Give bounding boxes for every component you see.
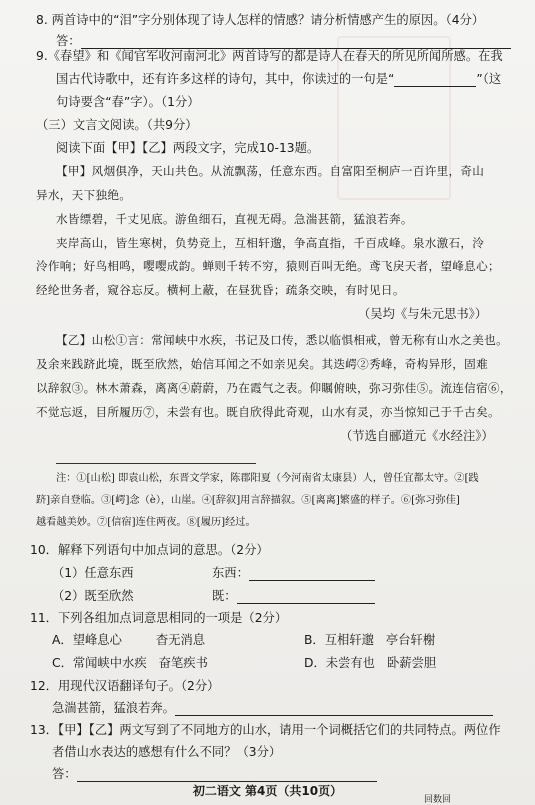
q10-item2-blank[interactable] [237,591,375,604]
q11-option-c[interactable] [52,655,208,671]
note-line: 越看越美妙。⑦[信宿]连住两夜。⑧[履历]经过。 [36,517,256,528]
q13-answer-line [52,766,377,782]
q11-option-a[interactable] [52,632,205,648]
passage-jia-line: 【甲】风烟俱净，天山共色。从流飘荡，任意东西。自富阳至桐庐一百许里，奇山 [56,164,485,178]
q10-item1-answer [212,565,375,581]
question-9-line1: 9.《春望》和《闻官军收河南河北》两首诗写的都是诗人在春天的所见所闻所感。在我 [36,49,503,63]
passage-jia-source: （吴均《与朱元思书》） [358,307,488,321]
passage-jia-line: 异水，天下独绝。 [36,188,132,202]
q11-option-pair: 奋笔疾书 [158,656,208,670]
notes-divider [56,463,256,464]
q11-option-label: B．互相轩邈 [304,633,374,647]
q11-option-pair: 卧薪尝胆 [386,656,437,670]
question-9-line2 [56,71,501,87]
passage-yi-line: 及余来践跻此境，既至欣然，始信耳闻之不如亲见矣。其迭崿②秀峰，奇构异形，固难 [36,357,488,371]
passage-jia-line: 泠作响；好鸟相鸣，嘤嘤成韵。蝉则千转不穷，猿则百叫无绝。鸢飞戾天者，望峰息心； [36,259,500,273]
q10-item1-word: 东西： [212,566,249,580]
question-13-line2: 者借山水表达的感想有什么不同？（3分） [52,745,282,759]
q10-item1-blank[interactable] [249,568,375,581]
q9-line2-text: 国古代诗歌中，还有许多这样的诗句，其中，你读过的一句是“ [56,72,395,86]
q10-item2: （2）既至欣然 [52,589,134,603]
note-line: 注：①[山松] 即袁山松，东晋文学家，陈郡阳夏（今河南省太康县）人，曾任宜都太守。②[践 [56,473,479,484]
q10-item2-word: 既： [212,589,237,603]
note-line: 跻]亲自登临。③[崿]念（è），山崖。④[辞叙]用言辞描叙。⑤[离离]繁盛的样子。⑥[弥习弥佳] [36,495,460,506]
page-footer: 初二语文 第4页（共10页） [192,784,343,798]
section-instruction: 阅读下面【甲】【乙】两段文字，完成10-13题。 [56,141,320,155]
section-title: （三）文言文阅读。（共9分） [36,118,198,132]
question-9-line3: 句诗要含“春”字）。（1分） [56,95,200,109]
q13-answer-label: 答： [52,767,77,781]
q8-answer-line [56,33,511,49]
q8-answer-label: 答： [56,34,81,48]
passage-yi-line: 以辞叙③。林木萧森，离离④蔚蔚，乃在霞气之表。仰瞩俯映，弥习弥佳⑤。流连信宿⑥， [36,381,512,395]
q11-option-label: C．常闻峡中水疾 [52,656,147,670]
q11-option-label: D．未尝有也 [304,656,375,670]
passage-yi-line: 不觉忘返，目所履历⑦，未尝有也。既自欣得此奇观，山水有灵，亦当惊知己于千古矣。 [36,405,500,419]
passage-yi-line: 【乙】山松①言：常闻峡中水疾，书记及口传，悉以临惧相戒，曾无称有山水之美也。 [56,333,508,347]
qr-label: 回数回 [424,795,452,805]
question-12: 12．用现代汉语翻译句子。（2分） [30,679,220,693]
q12-sentence-line [52,700,493,716]
question-13-line1: 13．【甲】【乙】两文写到了不同地方的山水，请用一个词概括它们的共同特点。两位作 [30,723,501,737]
q12-answer-blank[interactable] [175,703,493,716]
question-11: 11．下列各组加点词意思相同的一项是（2分） [30,611,288,625]
q9-line2-end: ”（这 [476,72,502,86]
q10-item1: （1）任意东西 [52,566,134,580]
passage-yi-source: （节选自郦道元《水经注》） [340,429,494,443]
q13-answer-blank[interactable] [77,769,377,782]
q10-item2-answer [212,588,375,604]
q11-option-pair: 亭台轩榭 [385,633,436,647]
q11-option-pair: 杳无消息 [155,633,206,647]
passage-jia-line: 经纶世务者，窥谷忘反。横柯上蔽，在昼犹昏；疏条交映，有时见日。 [36,283,405,297]
q11-option-label: A．望峰息心 [52,633,122,647]
q12-sentence: 急湍甚箭，猛浪若奔。 [52,701,175,715]
q9-blank[interactable] [394,74,476,87]
q11-option-b[interactable] [304,632,435,648]
question-10: 10．解释下列语句中加点词的意思。（2分） [30,543,269,557]
passage-jia-line: 夹岸高山，皆生寒树，负势竞上，互相轩邈，争高直指，千百成峰。泉水激石，泠 [56,236,485,250]
question-8: 8. 两首诗中的“泪”字分别体现了诗人怎样的情感？请分析情感产生的原因。（4分） [36,13,485,27]
q11-option-d[interactable] [304,655,436,671]
passage-jia-line: 水皆缥碧，千丈见底。游鱼细石，直视无碍。急湍甚箭，猛浪若奔。 [56,212,413,226]
